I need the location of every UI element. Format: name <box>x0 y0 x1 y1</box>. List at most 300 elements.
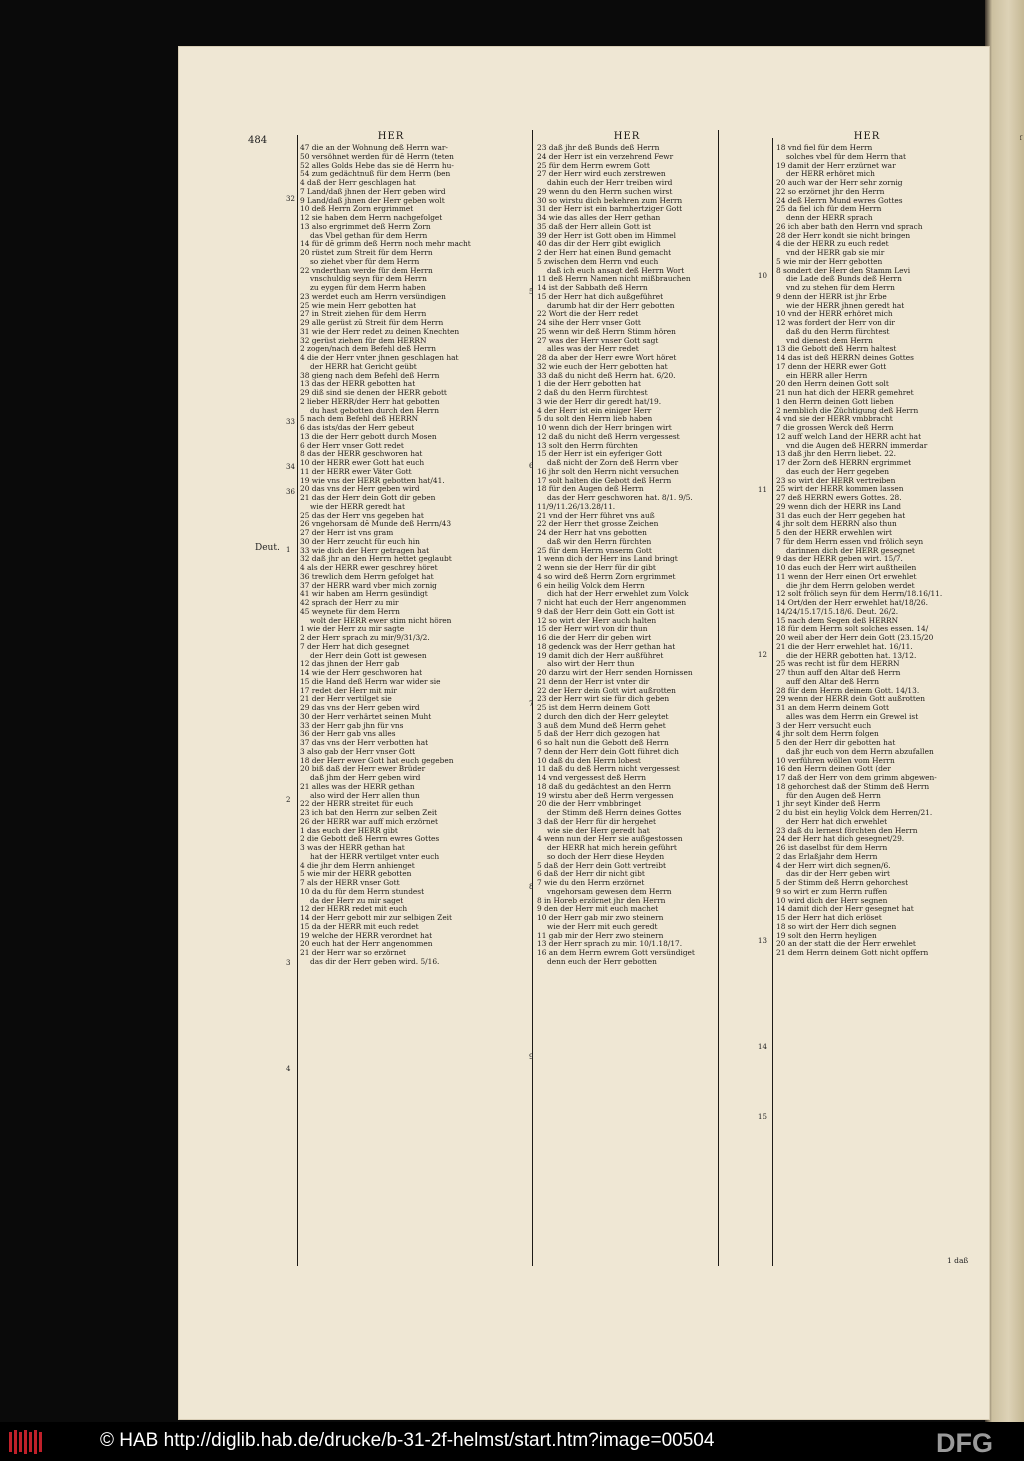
concordance-entry: 3 daß der Herr für dir hergehet <box>537 817 656 826</box>
concordance-entry: 23 werdet euch am Herrn versündigen <box>300 292 446 301</box>
concordance-entry: wie der HERR jhnen geredt hat <box>786 301 905 310</box>
concordance-entry: 54 zum gedächtnuß für dem Herrn (ben <box>300 170 451 179</box>
concordance-entry: 13 die der Herr gebott durch Mosen <box>300 432 437 441</box>
concordance-entry: 11 wenn der Herr einen Ort erwehlet <box>776 572 917 581</box>
concordance-entry: 28 da aber der Herr ewre Wort höret <box>537 354 677 362</box>
concordance-entry: 15 der Herr hat dich außgeführet <box>537 292 664 301</box>
concordance-entry: 26 ist daselbst für dem Herrn <box>776 844 888 852</box>
concordance-entry: 27 thun auff den Altar deß Herrn <box>776 669 901 677</box>
concordance-entry: 15 nach dem Segen deß HERRN <box>776 616 899 625</box>
concordance-entry: der HERR erhöret mich <box>786 170 875 179</box>
concordance-entry: 10 wird dich der Herr segnen <box>776 896 888 905</box>
concordance-entry: 11 daß du deß Herrn nicht vergessest <box>537 765 680 774</box>
concordance-entry: 2 durch den dich der Herr geleytet <box>537 712 669 721</box>
concordance-entry: darumb hat dir der Herr gebotten <box>547 301 675 310</box>
concordance-entry: daß nicht der Zorn deß Herrn vber <box>547 459 679 467</box>
concordance-entry: 9 daß der Herr dein Gott ein Gott ist <box>537 607 675 616</box>
concordance-entry: 2 du bist ein heylig Volck dem Herren/21. <box>776 809 933 817</box>
concordance-entry: 18 daß du gedächtest an den Herrn <box>537 782 671 791</box>
concordance-entry: 18 für den Augen deß Herrn <box>537 485 644 494</box>
concordance-entry: 13 das der HERR gebotten hat <box>300 380 416 389</box>
concordance-entry: 23 der Herr wirt sie für dich geben <box>537 695 670 704</box>
concordance-entry: 3 der Herr versucht euch <box>776 721 872 730</box>
folio-number: 484 <box>248 135 268 146</box>
concordance-entry: 13 solt den Herrn fürchten <box>537 441 638 450</box>
concordance-entry: dich hat der Herr erwehlet zum Volck <box>547 590 689 599</box>
concordance-entry: 13 daß jhr den Herrn liebet. 22. <box>776 450 896 459</box>
concordance-entry: 7 wie du den Herrn erzörnet <box>537 879 645 887</box>
chapter-number: 36 <box>286 488 295 496</box>
concordance-entry: 1 den Herrn deinen Gott lieben <box>776 397 894 406</box>
concordance-entry: 4 die der Herr vnter jhnen geschlagen hat <box>300 354 459 362</box>
concordance-entry: 12 der HERR redet mit euch <box>300 905 408 914</box>
concordance-entry: 2 wenn sie der Herr für dir gibt <box>537 564 656 572</box>
concordance-entry: so ziehet vber für dem Herrn <box>310 257 420 266</box>
concordance-entry: 9 den der Herr mit euch machet <box>537 905 659 914</box>
concordance-entry: 30 der Herr zeucht für euch hin <box>300 537 420 546</box>
concordance-entry: 25 für dem Herrn vnserm Gott <box>537 546 652 555</box>
concordance-entry: 5 daß der Herr dich gezogen hat <box>537 730 660 739</box>
concordance-entry: 10 daß du den Herrn lobest <box>537 756 641 765</box>
concordance-entry: 21 die der Herr erwehlet hat. 16/11. <box>776 642 913 651</box>
concordance-entry: 6 das ists/das der Herr gebeut <box>300 424 415 432</box>
concordance-entry: 12 daß du nicht deß Herrn vergessest <box>537 432 680 441</box>
concordance-entry: 40 das dir der Herr gibt ewiglich <box>537 240 661 249</box>
concordance-entry: 31 wie der Herr redet zu deinen Knechten <box>300 327 460 336</box>
concordance-entry: 35 daß der Herr allein Gott ist <box>537 222 652 231</box>
concordance-entry: 24 der Herr ist ein verzehrend Fewr <box>537 152 674 161</box>
concordance-entry: 18 für dem Herrn solt solches essen. 14/ <box>776 625 929 634</box>
concordance-entry: so doch der Herr diese Heyden <box>547 852 665 861</box>
concordance-entry: 20 weil aber der Herr dein Gott (23.15/20 <box>776 634 934 642</box>
concordance-entry: 25 was recht ist für dem HERRN <box>776 660 900 669</box>
concordance-entry: der Herr hat dich erwehlet <box>786 817 888 826</box>
concordance-entry: 52 alles Golds Hebe das sie dē Herrn hu- <box>300 161 454 170</box>
chapter-number: 12 <box>758 651 767 659</box>
concordance-entry: 25 ist dem Herrn deinem Gott <box>537 704 650 712</box>
footer-bar <box>0 1422 1024 1461</box>
concordance-entry: 3 auß dem Mund deß Herrn gehet <box>537 721 666 730</box>
concordance-entry: 12 was fordert der Herr von dir <box>776 319 895 327</box>
concordance-entry: 21 denn der Herr ist vnter dir <box>537 677 650 686</box>
concordance-entry: 28 der Herr kondt sie nicht bringen <box>776 231 911 240</box>
concordance-entry: 25 wenn wir deß Herrn Stimm hören <box>537 327 676 336</box>
concordance-entry: 25 das der Herr vns gegeben hat <box>300 511 424 520</box>
concordance-entry: 34 wie das alles der Herr gethan <box>537 214 661 222</box>
concordance-entry: 4 daß der Herr geschlagen hat <box>300 179 416 187</box>
concordance-entry: das Vbel gethan für dem Herrn <box>310 231 428 240</box>
chapter-number: 7 <box>529 700 534 708</box>
concordance-entry: wie der Herr mit euch geredt <box>547 922 658 931</box>
concordance-entry: 17 daß der Herr von dem grimm abgewen- <box>776 774 937 782</box>
hab-logo-icon <box>6 1428 46 1456</box>
concordance-entry: 22 der Herr dein Gott wirt außrotten <box>537 686 676 695</box>
concordance-entry: 2 der Herr sprach zu mir/9/31/3/2. <box>300 634 430 642</box>
concordance-entry: 4 der Herr wirt dich segnen/6. <box>776 861 891 870</box>
concordance-entry: alles was dem Herrn ein Grewel ist <box>786 712 919 721</box>
concordance-column-2 <box>537 130 717 967</box>
concordance-entry: 10 der Herr gab mir zwo steinern <box>537 914 664 922</box>
concordance-entry: 13 der Herr sprach zu mir. 10/1.18/17. <box>537 940 683 949</box>
concordance-entry: 22 der HERR streitet für euch <box>300 800 414 809</box>
concordance-entry: 10 deß Herrn Zorn ergrimmet <box>300 205 414 214</box>
concordance-entry: 19 wirstu aber deß Herrn vergessen <box>537 791 674 800</box>
concordance-entry: 14 der Herr gebott mir zur selbigen Zeit <box>300 914 453 922</box>
concordance-entry: 31 das euch der Herr gegeben hat <box>776 511 906 520</box>
concordance-entry: 4 jhr solt dem HERRN also thun <box>776 520 897 529</box>
concordance-entry: 29 wenn dich der HERR ins Land <box>776 502 902 511</box>
concordance-entry: 21 vnd der Herr führet vns auß <box>537 511 655 520</box>
concordance-entry: vnd die Augen deß HERRN immerdar <box>786 441 928 450</box>
concordance-entry: 2 der Herr hat einen Bund gemacht <box>537 249 672 257</box>
concordance-entry: der HERR hat mich herein geführt <box>547 844 677 852</box>
concordance-entry: 16 den Herrn deinen Gott (der <box>776 765 891 774</box>
concordance-entry: 24 deß Herrn Mund ewres Gottes <box>776 196 903 205</box>
concordance-entry: 30 so wirstu dich bekehren zum Herrn <box>537 196 683 205</box>
concordance-entry: 2 lieber HERR/der Herr hat gebotten <box>300 397 440 406</box>
concordance-entry: 21 das der Herr dein Gott dir geben <box>300 494 436 502</box>
concordance-entry: 23 daß du lernest förchten den Herrn <box>776 826 918 835</box>
concordance-entry: 7 denn der Herr dein Gott führet dich <box>537 747 679 756</box>
concordance-entry: 42 sprach der Herr zu mir <box>300 599 399 607</box>
concordance-entry: 2 daß du den Herrn fürchtest <box>537 389 648 397</box>
concordance-entry: 5 den der Herr dir gebotten hat <box>776 739 896 747</box>
column-rule-mid-right <box>718 130 719 1266</box>
concordance-entry: 20 den Herrn deinen Gott solt <box>776 380 889 389</box>
concordance-entry: 36 der Herr gab vns alles <box>300 730 396 739</box>
concordance-entry: der Stimm deß Herrn deines Gottes <box>547 809 682 817</box>
concordance-entry: 14 damit dich der Herr gesegnet hat <box>776 905 914 914</box>
concordance-entry: 24 sihe der Herr vnser Gott <box>537 319 641 327</box>
concordance-entry: 27 was der Herr vnser Gott sagt <box>537 336 659 345</box>
concordance-entry: 12 sie haben dem Herrn nachgefolget <box>300 214 443 222</box>
concordance-entry: 24 der Herr hat dich gesegnet/29. <box>776 835 905 844</box>
concordance-entry: 30 der Herr verhärtet seinen Muht <box>300 712 432 721</box>
concordance-entry: 23 so wirt der HERR vertreiben <box>776 476 896 485</box>
concordance-entry: 1 wenn dich der Herr ins Land bringt <box>537 555 678 564</box>
concordance-entry: 10 der HERR ewer Gott hat euch <box>300 459 425 467</box>
concordance-entry: 27 in Streit ziehen für dem Herrn <box>300 310 427 319</box>
concordance-entry: 20 die der Herr vmbbringet <box>537 800 642 809</box>
column-heading: HER <box>853 131 881 142</box>
copyright-credit-link[interactable]: © HAB http://diglib.hab.de/drucke/b-31-2f-helmst/start.htm?image=00504 <box>100 1430 715 1451</box>
concordance-entry: der Herr dein Gott ist gewesen <box>310 651 427 660</box>
concordance-entry: 10 vnd der HERR erhöret mich <box>776 310 893 319</box>
concordance-entry: 9 Land/daß jhnen der Herr geben wolt <box>300 196 445 205</box>
concordance-entry: 10 da du für dem Herrn stundest <box>300 887 425 896</box>
concordance-entry: wolt der HERR ewer stim nicht hören <box>310 616 452 625</box>
concordance-entry: 7 die grossen Werck deß Herrn <box>776 424 894 432</box>
concordance-entry: hat der HERR vertilget vnter euch <box>310 852 440 861</box>
concordance-entry: 17 solt halten die Gebott deß Herrn <box>537 476 672 485</box>
column-rule-right <box>772 138 773 1266</box>
concordance-entry: 4 jhr solt dem Herrn folgen <box>776 730 879 739</box>
concordance-entry: 6 der Herr vnser Gott redet <box>300 441 404 450</box>
concordance-entry: 16 die der Herr dir geben wirt <box>537 634 652 642</box>
concordance-entry: 50 versöhnet werden für dē Herrn (teten <box>300 152 454 161</box>
chapter-number: 5 <box>529 288 534 296</box>
concordance-entry: solches vbel für dem Herrn that <box>786 152 906 161</box>
concordance-entry: 10 verführen wöllen vom Herrn <box>776 756 895 765</box>
concordance-entry: 37 das vns der Herr verbotten hat <box>300 739 429 747</box>
concordance-entry: vnd dienest dem Herrn <box>786 336 873 345</box>
concordance-entry: 5 du solt den Herrn lieb haben <box>537 415 653 424</box>
chapter-number: 14 <box>758 1043 767 1051</box>
concordance-entry: 5 der Stimm deß Herrn gehorchest <box>776 879 909 887</box>
concordance-entry: 7 für dem Herrn essen vnd frölich seyn <box>776 537 924 546</box>
column-heading: HER <box>613 131 641 142</box>
concordance-entry: 3 wie der Herr dir geredt hat/19. <box>537 397 662 406</box>
concordance-entry: das dir der Herr geben wirt <box>786 870 890 879</box>
concordance-entry: 21 der Herr war so erzörnet <box>300 949 407 957</box>
concordance-entry: 19 solt den Herrn heyligen <box>776 931 877 940</box>
concordance-entry: 14 das ist deß HERRN deines Gottes <box>776 354 914 362</box>
concordance-entry: 19 wie vns der HERR gebotten hat/41. <box>300 476 445 485</box>
concordance-entry: 32 wie euch der Herr gebotten hat <box>537 362 668 371</box>
margin-book-label: Deut. <box>255 543 280 553</box>
concordance-entry: zu eygen für dem Herrn haben <box>310 284 426 292</box>
concordance-entry: 14/24/15.17/15.18/6. Deut. 26/2. <box>776 607 899 616</box>
chapter-number: 15 <box>758 1113 767 1121</box>
concordance-entry: 29 diß sind sie denen der HERR gebott <box>300 389 447 397</box>
concordance-column-3 <box>776 130 958 958</box>
chapter-number: 11 <box>758 486 767 494</box>
concordance-entry: 18 gehorchest daß der Stimm deß Herrn <box>776 782 930 791</box>
concordance-entry: 7 als der HERR vnser Gott <box>300 879 400 887</box>
concordance-entry: 12 solt frölich seyn für dem Herrn/18.16/11. <box>776 590 943 599</box>
concordance-entry: 27 deß HERRN ewers Gottes. 28. <box>776 494 902 502</box>
concordance-entry: 9 denn der HERR ist jhr Erbe <box>776 292 887 301</box>
concordance-entry: 8 sondert der Herr den Stamm Levi <box>776 266 911 275</box>
concordance-entry: 12 das jhnen der Herr gab <box>300 660 400 669</box>
concordance-entry: vnd der HERR gab sie mir <box>786 249 885 257</box>
concordance-entry: 13 also ergrimmet deß Herrn Zorn <box>300 222 431 231</box>
concordance-entry: 39 der Herr ist Gott oben im Himmel <box>537 231 677 240</box>
concordance-entry: 20 euch hat der Herr angenommen <box>300 940 433 949</box>
concordance-entry: 16 jhr solt den Herrn nicht versuchen <box>537 467 679 476</box>
concordance-entry: 17 redet der Herr mit mir <box>300 686 397 695</box>
concordance-entry: 12 auff welch Land der HERR acht hat <box>776 432 922 441</box>
concordance-entry: 25 wirt der HERR kommen lassen <box>776 485 904 494</box>
dfg-text: DFG <box>936 1428 993 1456</box>
concordance-entry: 19 damit der Herr erzürnet war <box>776 161 896 170</box>
concordance-entry: 23 daß jhr deß Bunds deß Herrn <box>537 144 660 152</box>
concordance-entry: 5 nach dem Befehl deß HERRN <box>300 415 419 424</box>
concordance-entry: 33 der Herr gab jhn für vns <box>300 721 404 730</box>
concordance-entry: 14 ist der Sabbath deß Herrn <box>537 284 648 292</box>
concordance-entry: 1 die der Herr gebotten hat <box>537 380 641 389</box>
concordance-entry: 25 da fiel ich für dem Herrn <box>776 205 882 214</box>
chapter-number: 33 <box>286 418 295 426</box>
concordance-column-1 <box>300 130 482 967</box>
concordance-entry: die Lade deß Bunds deß Herrn <box>786 275 902 284</box>
chapter-number: 1 <box>286 546 291 554</box>
concordance-entry: 15 die Hand deß Herrn war wider sie <box>300 677 441 686</box>
column-heading: HER <box>377 131 405 142</box>
concordance-entry: wie sie der Herr geredt hat <box>547 826 650 835</box>
concordance-entry: 41 wir haben am Herrn gesündigt <box>300 590 428 599</box>
concordance-entry: 6 so halt nun die Gebott deß Herrn <box>537 739 669 747</box>
concordance-entry: 38 gieng nach dem Befehl deß Herrn <box>300 371 440 380</box>
concordance-entry: 26 ich aber bath den Herrn vnd sprach <box>776 222 923 231</box>
column-rule-left <box>297 135 298 1266</box>
concordance-entry: 9 das der HERR geben wirt. 15/7. <box>776 555 903 564</box>
concordance-entry: 31 an dem Herrn deinem Gott <box>776 704 889 712</box>
concordance-entry: 21 alles was der HERR gethan <box>300 782 415 791</box>
concordance-entry: 32 gerüst ziehen für dem HERRN <box>300 336 427 345</box>
concordance-entry: 18 der Herr ewer Gott hat euch gegeben <box>300 756 454 765</box>
concordance-entry: 14 für dē grimm deß Herrn noch mehr macht <box>300 240 471 249</box>
concordance-entry: 29 wenn du den Herrn suchen wirst <box>537 187 673 196</box>
concordance-entry: 37 der HERR ward vber mich zornig <box>300 581 437 590</box>
concordance-entry: 5 wie mir der Herr gebotten <box>776 257 883 266</box>
concordance-entry: 8 in Horeb erzörnet jhr den Herrn <box>537 896 666 905</box>
chapter-number: 32 <box>286 195 295 203</box>
concordance-entry: 29 wenn der HERR dein Gott außrotten <box>776 695 926 704</box>
concordance-entry: 17 der Zorn deß HERRN ergrimmet <box>776 459 912 467</box>
edge-glyph: ſ <box>1019 135 1022 142</box>
concordance-entry: 20 auch war der Herr sehr zornig <box>776 179 903 187</box>
concordance-entry: 14 vnd vergessest deß Herrn <box>537 774 647 782</box>
concordance-entry: 15 der Herr wirt von dir thun <box>537 625 648 634</box>
concordance-entry: 29 das vns der Herr geben wird <box>300 704 420 712</box>
concordance-entry: 11/9/11.26/13.28/11. <box>537 502 616 511</box>
concordance-entry: die der HERR gebotten hat. 13/12. <box>786 651 917 660</box>
concordance-entry: ein HERR aller Herrn <box>786 371 868 380</box>
chapter-number: 13 <box>758 937 767 945</box>
concordance-entry: daß jhm der Herr geben wird <box>310 774 421 782</box>
concordance-entry: 47 die an der Wohnung deß Herrn war- <box>300 144 448 152</box>
concordance-entry: daß jhr euch von dem Herrn abzufallen <box>786 747 934 756</box>
concordance-entry: denn der HERR sprach <box>786 214 873 222</box>
concordance-entry: 2 zogen/nach dem Befehl deß Herrn <box>300 345 437 354</box>
concordance-entry: 26 der HERR war auff mich erzörnet <box>300 817 438 826</box>
concordance-entry: 1 wie der Herr zu mir sagte <box>300 625 405 634</box>
concordance-entry: 45 weynete für dem Herrn <box>300 607 400 616</box>
concordance-entry: 6 daß der Herr dir nicht gibt <box>537 870 645 879</box>
concordance-entry: 26 vngehorsam dē Munde deß Herrn/43 <box>300 520 452 529</box>
concordance-entry: 23 ich bat den Herrn zur selben Zeit <box>300 809 438 817</box>
concordance-entry: 10 wenn dich der Herr bringen wirt <box>537 424 672 432</box>
concordance-entry: 20 an der statt die der Herr erwehlet <box>776 940 916 949</box>
adjacent-page-edge <box>985 0 1024 1422</box>
concordance-entry: 25 für dem Herrn ewrem Gott <box>537 161 650 170</box>
concordance-entry: 25 wie mein Herr gebotten hat <box>300 301 417 310</box>
column-rule-mid <box>532 130 533 1266</box>
concordance-entry: 17 denn der HERR ewer Gott <box>776 362 887 371</box>
concordance-entry: 20 darzu wirt der Herr senden Hornissen <box>537 669 693 677</box>
concordance-entry: vngehorsam gewesen dem Herrn <box>547 887 672 896</box>
concordance-entry: 15 der Herr ist ein eyferiger Gott <box>537 450 663 459</box>
concordance-entry: 28 für dem Herrn deinem Gott. 14/13. <box>776 686 920 695</box>
concordance-entry: 13 die Gebott deß Herrn haltest <box>776 345 897 354</box>
chapter-number: 8 <box>529 883 534 891</box>
concordance-entry: 5 wie mir der HERR gebotten <box>300 870 412 879</box>
concordance-entry: 7 Land/daß jhnen der Herr geben wird <box>300 187 446 196</box>
concordance-entry: 5 daß der Herr dein Gott vertreibt <box>537 861 666 870</box>
concordance-entry: 27 der Herr ist vns gram <box>300 529 394 537</box>
concordance-entry: 4 der Herr ist ein einiger Herr <box>537 406 652 415</box>
concordance-entry: 3 also gab der Herr vnser Gott <box>300 747 416 756</box>
concordance-entry: 24 der Herr hat vns gebotten <box>537 529 647 537</box>
concordance-entry: 12 so wirt der Herr auch halten <box>537 616 657 625</box>
concordance-entry: 6 ein heilig Volck dem Herrn <box>537 581 645 590</box>
concordance-entry: 27 der Herr wird euch zerstrewen <box>537 170 666 179</box>
concordance-entry: die jhr dem Herrn geloben werdet <box>786 581 915 590</box>
concordance-entry: 20 rüstet zum Streit für dem Herrn <box>300 249 433 257</box>
concordance-entry: 4 vnd sie der HERR vmbbracht <box>776 415 893 424</box>
concordance-entry: daß ich euch ansagt deß Herrn Wort <box>547 266 685 275</box>
concordance-entry: wie der HERR geredt hat <box>310 502 405 511</box>
concordance-entry: 2 nemblich die Züchtigung deß Herrn <box>776 406 919 415</box>
concordance-entry: also wird der Herr allen thun <box>310 791 420 800</box>
concordance-entry: 19 damit dich der Herr außführet <box>537 651 664 660</box>
concordance-entry: 8 das der HERR geschworen hat <box>300 450 423 459</box>
chapter-number: 34 <box>286 463 295 471</box>
concordance-entry: alles was der Herr redet <box>547 345 639 354</box>
concordance-entry: 4 als der HERR ewer geschrey höret <box>300 564 438 572</box>
catchword: 1 daß <box>947 1256 969 1265</box>
concordance-entry: vnschuldig seyn für dem Herrn <box>310 275 427 284</box>
concordance-entry: 31 der Herr ist ein barmhertziger Gott <box>537 205 683 214</box>
concordance-entry: das der Herr geschworen hat. 8/1. 9/5. <box>547 494 693 502</box>
concordance-entry: vnd zu stehen für dem Herrn <box>786 284 895 292</box>
concordance-entry: daß wir den Herrn fürchten <box>547 537 652 546</box>
concordance-entry: 33 daß du nicht deß Herrn hat. 6/20. <box>537 371 676 380</box>
concordance-entry: 1 jhr seyt Kinder deß Herrn <box>776 800 881 809</box>
concordance-entry: 11 der HERR ewer Väter Gott <box>300 467 412 476</box>
concordance-entry: 7 nicht hat euch der Herr angenommen <box>537 599 687 607</box>
concordance-entry: 3 was der HERR gethan hat <box>300 844 405 852</box>
concordance-entry: 9 so wirt er zum Herrn ruffen <box>776 887 888 896</box>
concordance-entry: 2 das Erlaßjahr dem Herrn <box>776 852 878 861</box>
concordance-entry: 18 vnd fiel für dem Herrn <box>776 144 873 152</box>
concordance-entry: daß du den Herrn fürchtest <box>786 327 890 336</box>
concordance-entry: 20 biß daß der Herr ewer Brüder <box>300 765 426 774</box>
chapter-number: 4 <box>286 1065 291 1073</box>
concordance-entry: das dir der Herr geben wird. 5/16. <box>310 957 440 966</box>
concordance-entry: das euch der Herr gegeben <box>786 467 889 476</box>
chapter-number: 9 <box>529 1053 534 1061</box>
concordance-entry: 22 der Herr thet grosse Zeichen <box>537 520 659 529</box>
concordance-entry: 22 so erzörnet jhr den Herrn <box>776 187 885 196</box>
chapter-number: 3 <box>286 959 291 967</box>
concordance-entry: 21 nun hat dich der HERR gemehret <box>776 389 914 397</box>
concordance-entry: 18 gedenck was der Herr gethan hat <box>537 642 676 651</box>
concordance-entry: für den Augen deß Herrn <box>786 791 881 800</box>
concordance-entry: 4 die jhr dem Herrn anhienget <box>300 861 415 870</box>
concordance-entry: 32 daß jhr an den Herrn hettet geglaubt <box>300 555 452 564</box>
concordance-entry: dahin euch der Herr treiben wird <box>547 179 673 187</box>
concordance-entry: 22 Wort die der Herr redet <box>537 310 639 319</box>
concordance-entry: 22 vnderthan werde für dem Herrn <box>300 266 433 275</box>
chapter-number: 2 <box>286 796 291 804</box>
concordance-entry: 15 da der HERR mit euch redet <box>300 922 419 931</box>
concordance-entry: denn euch der Herr gebotten <box>547 957 657 966</box>
concordance-entry: 1 das euch der HERR gibt <box>300 826 398 835</box>
concordance-entry: 5 zwischen dem Herrn vnd euch <box>537 257 659 266</box>
chapter-number: 6 <box>529 462 534 470</box>
concordance-entry: auff den Altar deß Herrn <box>786 677 879 686</box>
concordance-entry: 16 an dem Herrn ewrem Gott versündiget <box>537 949 695 957</box>
concordance-entry: der HERR hat Gericht geübt <box>310 362 417 371</box>
concordance-entry: 18 so wirt der Herr dich segnen <box>776 922 897 931</box>
concordance-entry: 33 wie dich der Herr getragen hat <box>300 546 430 555</box>
concordance-entry: 7 der Herr hat dich gesegnet <box>300 642 410 651</box>
concordance-entry: 4 wenn nun der Herr sie außgestossen <box>537 835 683 844</box>
dfg-logo-icon <box>934 1428 1018 1456</box>
concordance-entry: 14 Ort/den der Herr erwehlet hat/18/26. <box>776 599 928 607</box>
